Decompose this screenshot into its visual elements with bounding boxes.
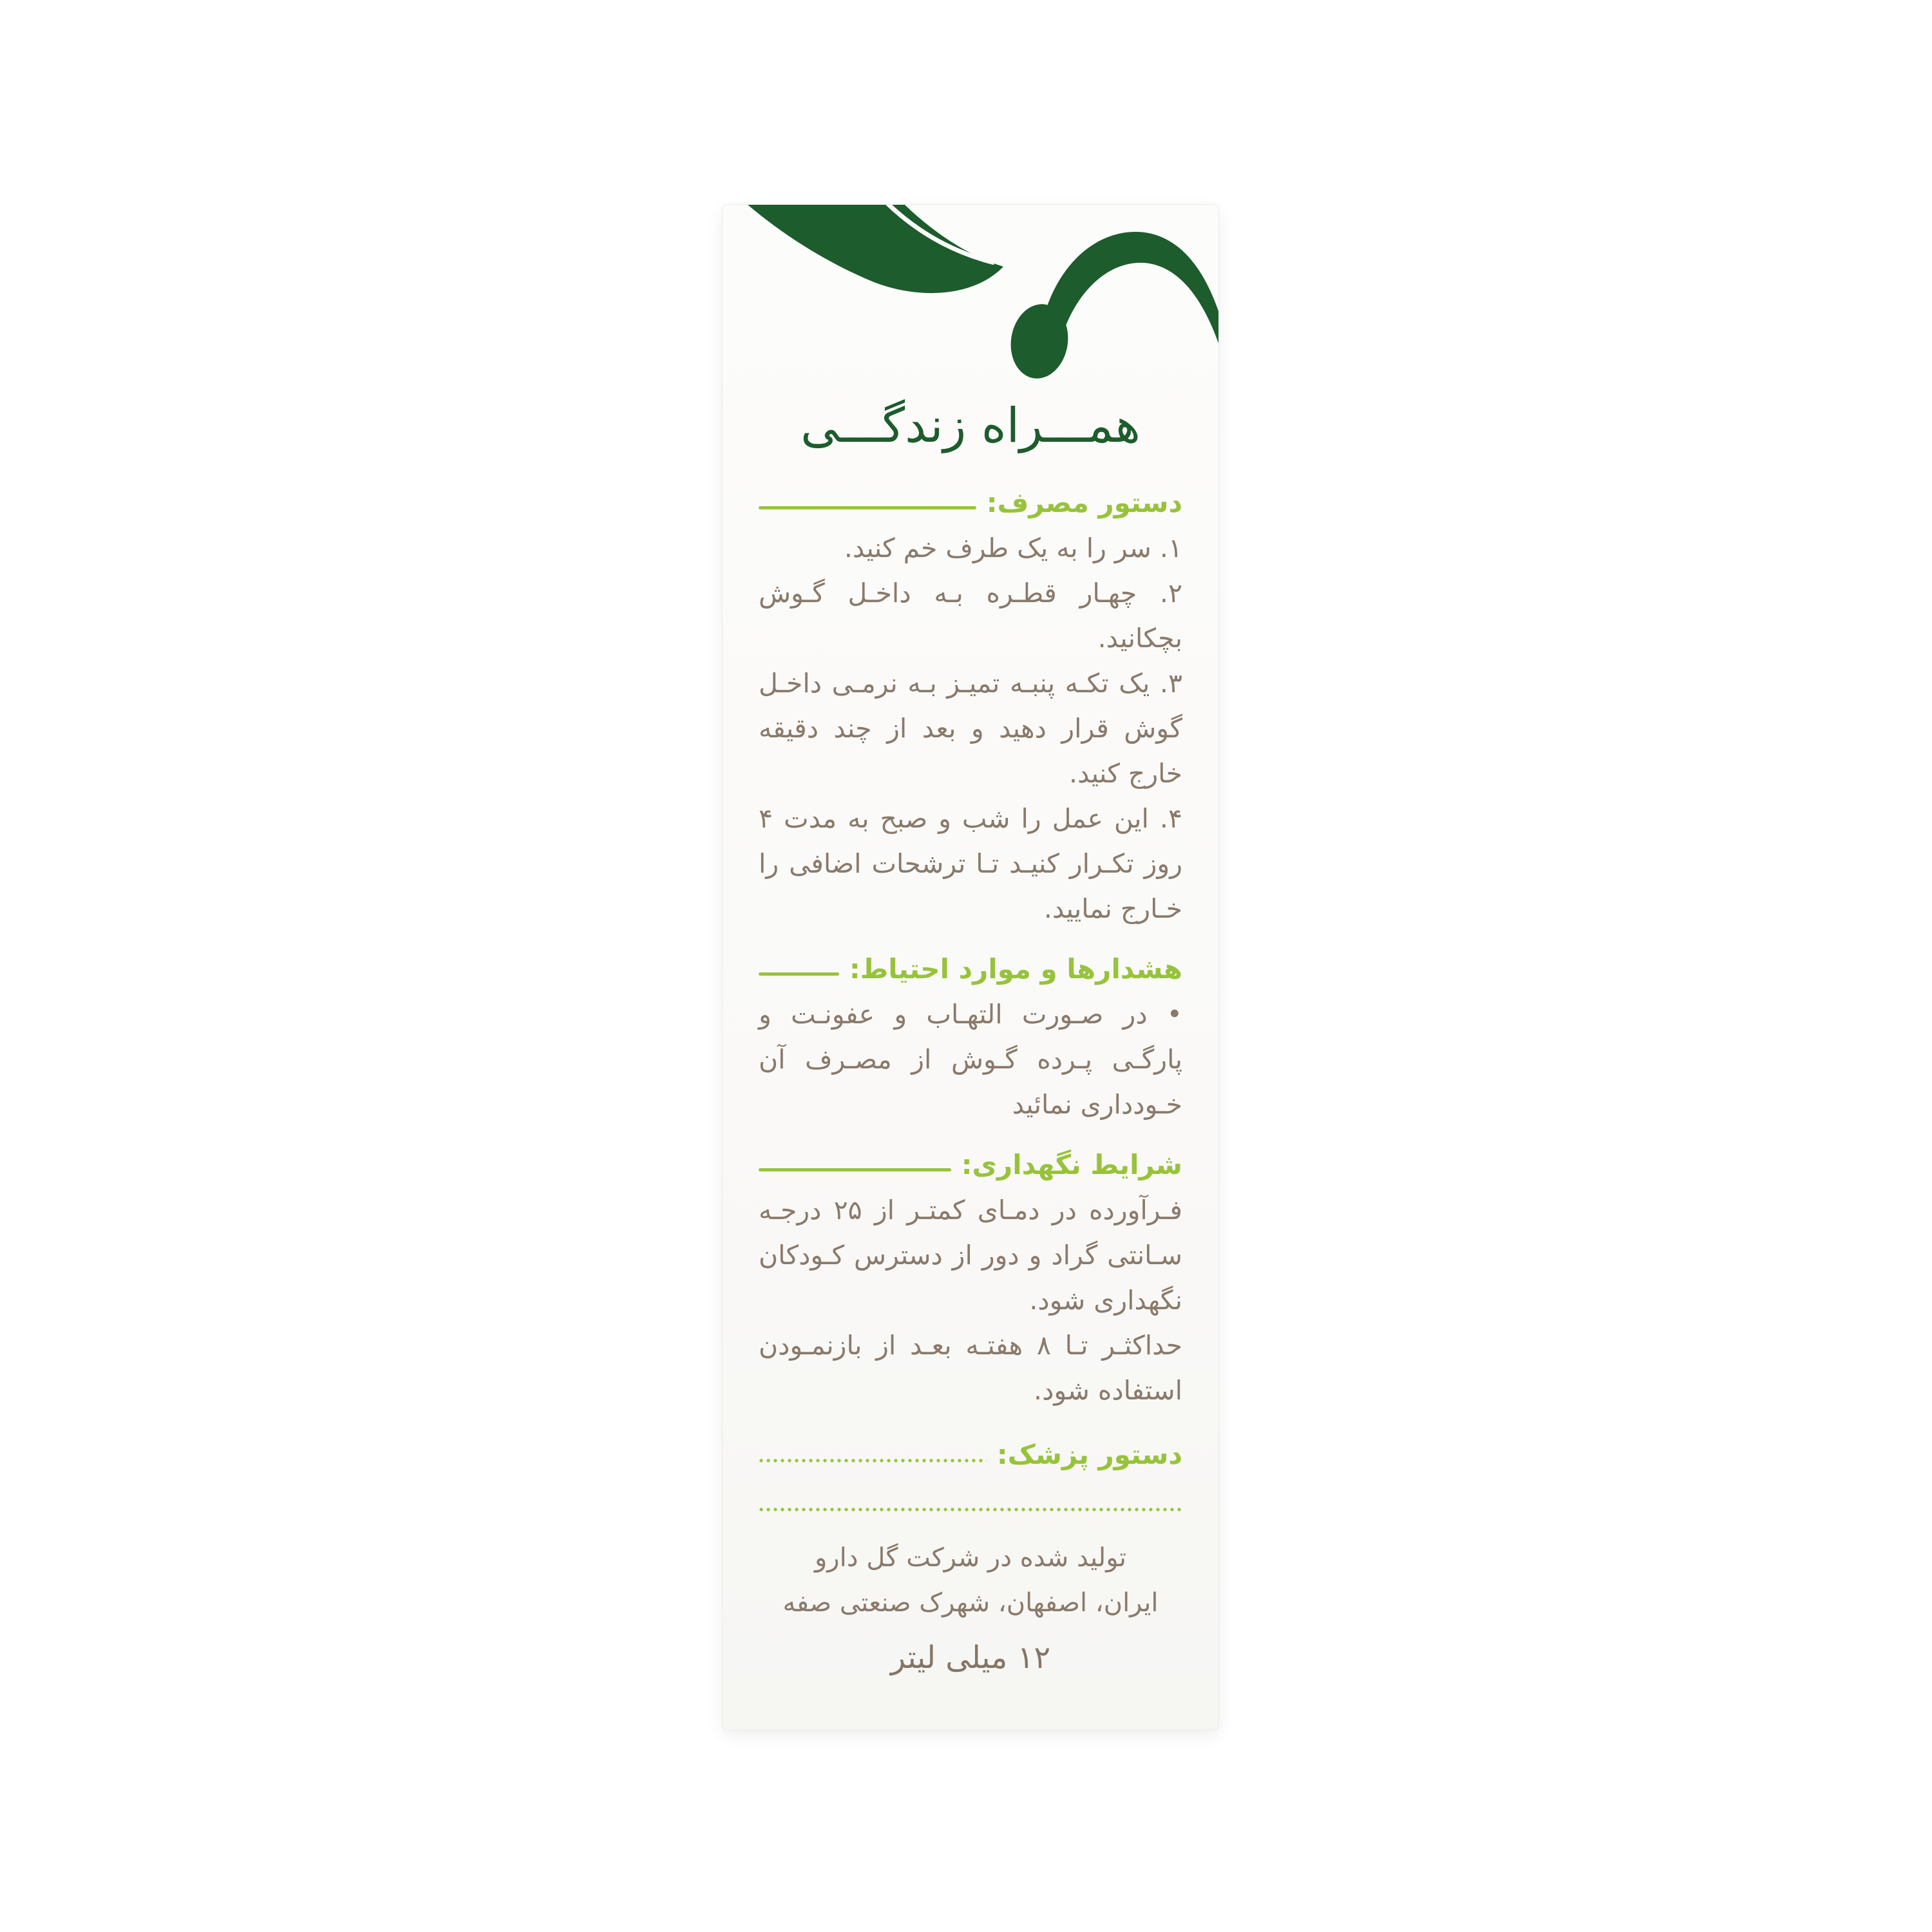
prescription-heading: دستور پزشک: [996,1439,1182,1470]
producer-line-2: ایران، اصفهان، شهرک صنعتی صفه [782,1588,1159,1618]
usage-step-3: ۳. یک تکـه پنبـه تمیـز بـه نرمـی داخـل گوش قرار دهید و بعد از چند دقیقه خارج کنید. [759,668,1182,789]
heading-rule [759,506,976,509]
prescription-heading-row [759,1432,1182,1477]
storage-heading: شرایط نگهداری: [961,1149,1182,1180]
storage-heading-row [759,1142,1182,1188]
product-box-panel [723,205,1218,1730]
warnings-heading: هشدارها و موارد احتیاط: [849,953,1182,985]
brand-wordmark: همـــراه زندگـــی [800,398,1141,453]
storage-item-1: فـرآورده در دمـای کمتـر از ۲۵ درجـه سـانتی گراد و دور از دسترس کـودکان نگهداری شود. [759,1195,1182,1316]
usage-step-2: ۲. چهـار قطـره بـه داخـل گـوش بچکانید. [759,578,1182,654]
usage-heading: دستور مصرف: [986,487,1182,518]
dotted-rule-row [759,1486,1182,1531]
prescription-dotted-rule [759,1458,987,1463]
usage-step-4: ۴. این عمل را شب و صبح به مدت ۴ روز تکـرار کنیـد تـا ترشحات اضافی را خـارج نمایید. [759,803,1182,924]
heading-rule [759,1168,951,1171]
usage-step-1: ۱. سر را به یک طرف خم کنید. [844,533,1182,564]
producer-block [759,1535,1182,1625]
warnings-heading-row [759,947,1182,992]
usage-heading-row [759,480,1182,526]
warning-item: • در صـورت التهـاب و عفونـت و پارگـی پـرده گـوش از مصـرف آن خـودداری نمائید [759,999,1182,1120]
panel-content [723,205,1218,1683]
volume-label: ۱۲ میلی لیتر [890,1640,1051,1676]
dotted-rule [759,1507,1182,1512]
storage-item-2: حداکثـر تـا ۸ هفتـه بعـد از بازنمـودن استفاده شود. [759,1330,1183,1406]
producer-line-1: تولید شده در شرکت گل دارو [814,1543,1127,1573]
heading-rule [759,972,839,976]
